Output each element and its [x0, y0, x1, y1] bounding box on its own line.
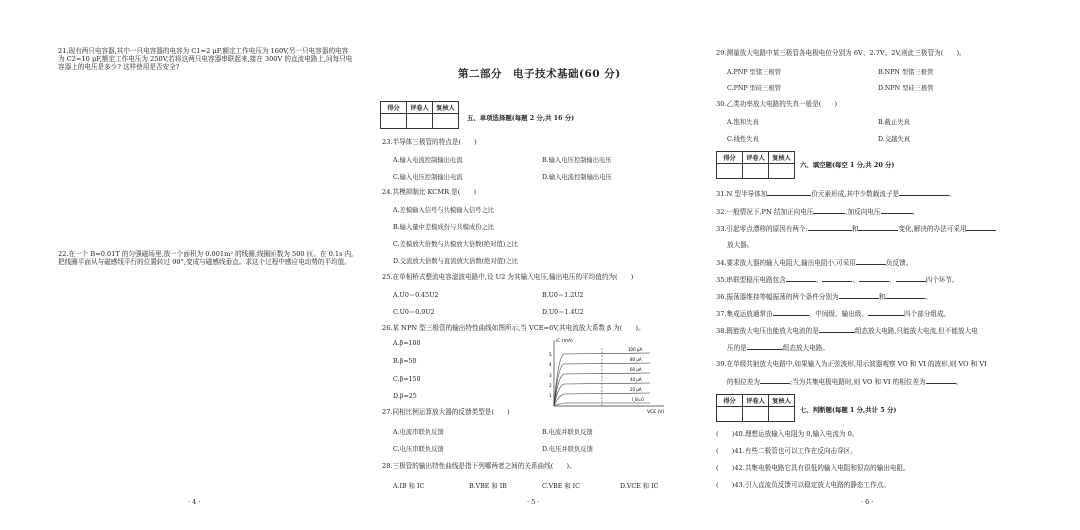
- q27-option-a: A.电流串联负反馈: [393, 429, 444, 436]
- question-28-stem: 28.三极管的输出特性曲线是指下列哪两者之间的关系曲线( )。: [382, 462, 576, 470]
- section-5-title: 五、单项选择题(每题 2 分,共 16 分): [467, 114, 575, 122]
- q31-blank-1[interactable]: [767, 189, 811, 196]
- q27-option-d: D.电压并联负反馈: [542, 446, 593, 453]
- q25-option-c: C.U0＝0.9U2: [393, 309, 435, 316]
- q38-blank-2[interactable]: [747, 343, 783, 350]
- page-number-5: · 5 ·: [527, 498, 540, 506]
- reviewer-header: 复核人: [433, 102, 459, 114]
- q26-option-b: B.β=50: [393, 358, 417, 365]
- question-36: 36.振荡器维持等幅振荡的两个条件分别为 和 。: [716, 293, 932, 301]
- q32-blank-1[interactable]: [813, 207, 845, 214]
- q35-blank-4[interactable]: [896, 275, 926, 282]
- question-42: ( )42.共集电极电路它具有很低的输入电阻和很高的输出电阻。: [716, 464, 910, 472]
- curve-label-60uA: 60 μA: [630, 367, 642, 372]
- graph-xlabel: VCE (V): [647, 410, 665, 414]
- question-29-stem: 29.测量放大电路中某三极管各电极电位分别为 6V、2.7V、2V,则此三极管为( )。: [716, 49, 966, 57]
- score-box-6a: [716, 151, 795, 179]
- page-number-6: · 6 ·: [861, 498, 874, 506]
- output-characteristic-graph: [540, 334, 670, 414]
- q33-blank-1[interactable]: [808, 224, 852, 231]
- curve-label-40uA: 40 μA: [630, 377, 642, 382]
- curve-label-100uA: 100 μA: [628, 347, 643, 352]
- question-43: ( )43.引入直流负反馈可以稳定放大电路的静态工作点。: [716, 481, 890, 489]
- q30-option-a: A.饱和失真: [727, 119, 759, 126]
- q29-option-b: B.NPN 型锗三极管: [878, 69, 934, 76]
- score-header: 得分: [717, 395, 743, 407]
- y-tick-labels: [549, 352, 552, 398]
- grader-header: 评卷人: [407, 102, 433, 114]
- question-23-stem: 23.半导体三极管的特点是( ): [382, 138, 477, 146]
- q30-option-b: B.截止失真: [878, 119, 910, 126]
- q23-option-d: D.输入电流控制输出电压: [542, 174, 612, 181]
- q25-option-b: B.U0＝1.2U2: [542, 292, 584, 299]
- curve-label-20uA: 20 μA: [630, 387, 642, 392]
- score-header: 得分: [381, 102, 407, 114]
- y-tick-5: 5: [549, 352, 552, 357]
- q39-blank-1[interactable]: [760, 377, 790, 384]
- graph-ylabel: iC (mA): [556, 339, 573, 344]
- q37-blank-2[interactable]: [868, 309, 904, 316]
- q24-option-b: B.输入量中差模成份与共模成份之比: [393, 224, 495, 231]
- question-24-stem: 24.共模抑制比 KCMR 是( ): [382, 188, 477, 196]
- q26-option-d: D.β=25: [393, 393, 417, 400]
- q39-blank-2[interactable]: [926, 377, 956, 384]
- score-box-6b: [716, 394, 795, 422]
- q34-blank-1[interactable]: [856, 258, 886, 265]
- q25-option-d: D.U0＝1.4U2: [542, 309, 584, 316]
- curve-label-80uA: 80 μA: [630, 357, 642, 362]
- q36-blank-1[interactable]: [839, 292, 879, 299]
- q30-option-d: D.交越失真: [878, 136, 911, 143]
- q37-blank-1[interactable]: [773, 309, 809, 316]
- q24-option-a: A.差模输入信号与共模输入信号之比: [393, 207, 495, 214]
- q38-blank-1[interactable]: [819, 326, 855, 333]
- page-number-4: · 4 ·: [188, 498, 201, 506]
- question-26-stem: 26.某 NPN 型三极管的输出特性曲线如图所示,当 VCE=6V,其电流放大系数 β 为( )。: [382, 324, 645, 332]
- question-21: 21.现有两只电容器,其中一只电容器的电容为 C1=2 μF,额定工作电压为 160V,另一只电容器的电容为 C2=10 μF,额定工作电压为 250V,若将这两只电容器串联起来,接在 300V 的直流电路上,问每只电容器上的电压是多少? 这样使用是否安全?: [58, 47, 353, 71]
- y-tick-4: 4: [549, 362, 552, 367]
- question-25-stem: 25.在单相桥式整流电容滤波电路中,设 U2 为其输入电压,输出电压的平均值约为( ): [382, 273, 634, 281]
- y-tick-2: 2: [549, 383, 552, 388]
- q26-option-a: A.β=100: [393, 340, 421, 347]
- question-39: 39.在单级共射放大电路中,如果输入为正弦波形,用示波器观察 VO 和 VI 的波形,则 VO 和 VI: [716, 360, 987, 368]
- question-39-cont: 的相位差为 ;当为共集电极电路时,则 VO 和 VI 的相位差为 。: [727, 378, 963, 386]
- q23-option-a: A.输入电流控制输出电流: [393, 157, 463, 164]
- q27-option-c: C.电压串联负反馈: [393, 446, 444, 453]
- question-31: 31.N 型半导体加 价元素形成,其中少数载流子是 。: [716, 190, 956, 198]
- question-32: 32.一般情况下,PN 结加正向电压 ,加反向电压 。: [716, 208, 920, 216]
- q26-option-c: C.β=150: [393, 376, 421, 383]
- grader-header: 评卷人: [743, 152, 769, 164]
- q24-option-d: D.交流放大倍数与直流放大倍数(绝对值)之比: [393, 258, 519, 265]
- reviewer-header: 复核人: [769, 395, 795, 407]
- q29-option-d: D.NPN 型硅三极管: [878, 85, 934, 92]
- question-30-stem: 30.乙类功率放大电路的失真一般是( ): [716, 100, 838, 108]
- q32-blank-2[interactable]: [881, 207, 913, 214]
- score-box-5: [380, 101, 459, 129]
- q25-option-a: A.U0＝0.45U2: [393, 292, 439, 299]
- question-33: 33.引起零点漂移的原因有两个: 和 变化,解决的办法可采用: [716, 224, 996, 233]
- q36-blank-2[interactable]: [885, 292, 925, 299]
- q23-option-b: B.输入电压控制输出电压: [542, 157, 612, 164]
- q29-option-a: A.PNP 型锗三极管: [727, 69, 782, 76]
- question-38-cont: 压的是 组态放大电路。: [727, 344, 829, 352]
- question-22: 22.在一个 B=0.01T 的匀强磁场里,放一个面积为 0.001m² 的线圈,线圈匝数为 500 匝。在 0.1s 内,把线圈平面从与磁感线平行的位置转过 90°,变成与磁感线垂直。求这个过程中感应电动势的平均值。: [58, 250, 354, 266]
- q30-option-c: C.线性失真: [727, 136, 759, 143]
- reviewer-header: 复核人: [769, 152, 795, 164]
- question-37: 37.集成运放通常由 、中间级、输出级、 四个部分组成。: [716, 310, 951, 318]
- q24-option-c: C.差模放大倍数与共模放大倍数(绝对值)之比: [393, 241, 518, 248]
- question-35: 35.串联型稳压电路包含 、 、 、 四个环节。: [716, 276, 959, 284]
- q28-option-c: C.VBE 和 IC: [542, 483, 580, 490]
- question-40: ( )40.理想运放输入电阻为 0,输入电流为 0。: [716, 430, 859, 438]
- score-header: 得分: [717, 152, 743, 164]
- q29-option-c: C.PNP 型硅三极管: [727, 85, 782, 92]
- question-41: ( )41.有些二极管也可以工作在反向击穿区。: [716, 447, 857, 455]
- question-27-stem: 27.同相比例运算放大器的反馈类型是( ): [382, 408, 510, 416]
- curve-label-0uA: I_B=0: [632, 397, 644, 402]
- q35-blank-1[interactable]: [786, 275, 816, 282]
- q31-blank-2[interactable]: [899, 189, 949, 196]
- q28-option-b: B.VBE 和 IB: [469, 483, 507, 490]
- q28-option-d: D.VCE 和 IC: [620, 483, 659, 490]
- y-tick-3: 3: [549, 373, 552, 378]
- q33-blank-3[interactable]: [966, 224, 996, 231]
- q28-option-a: A.IB 和 IC: [393, 483, 425, 490]
- question-34: 34.要求放大器的输入电阻大,输出电阻小,可采用 负反馈。: [716, 259, 913, 267]
- section-6-title: 六、填空题(每空 1 分,共 20 分): [800, 161, 895, 169]
- y-tick-1: 1: [549, 393, 552, 398]
- question-33-cont: 放大器。: [727, 241, 754, 249]
- grader-header: 评卷人: [743, 395, 769, 407]
- q35-blank-2[interactable]: [822, 275, 852, 282]
- q27-option-b: B.电流并联负反馈: [542, 429, 593, 436]
- question-38: 38.既能放大电压也能放大电流的是 组态放大电路,只能放大电流,但不能放大电: [716, 327, 978, 335]
- part-two-title: 第二部分 电子技术基础(60 分): [458, 68, 621, 80]
- q23-option-c: C.输入电压控制输出电流: [393, 174, 463, 181]
- section-7-title: 七、判断题(每题 1 分,共计 5 分): [800, 406, 897, 414]
- q35-blank-3[interactable]: [859, 275, 889, 282]
- q33-blank-2[interactable]: [858, 224, 898, 231]
